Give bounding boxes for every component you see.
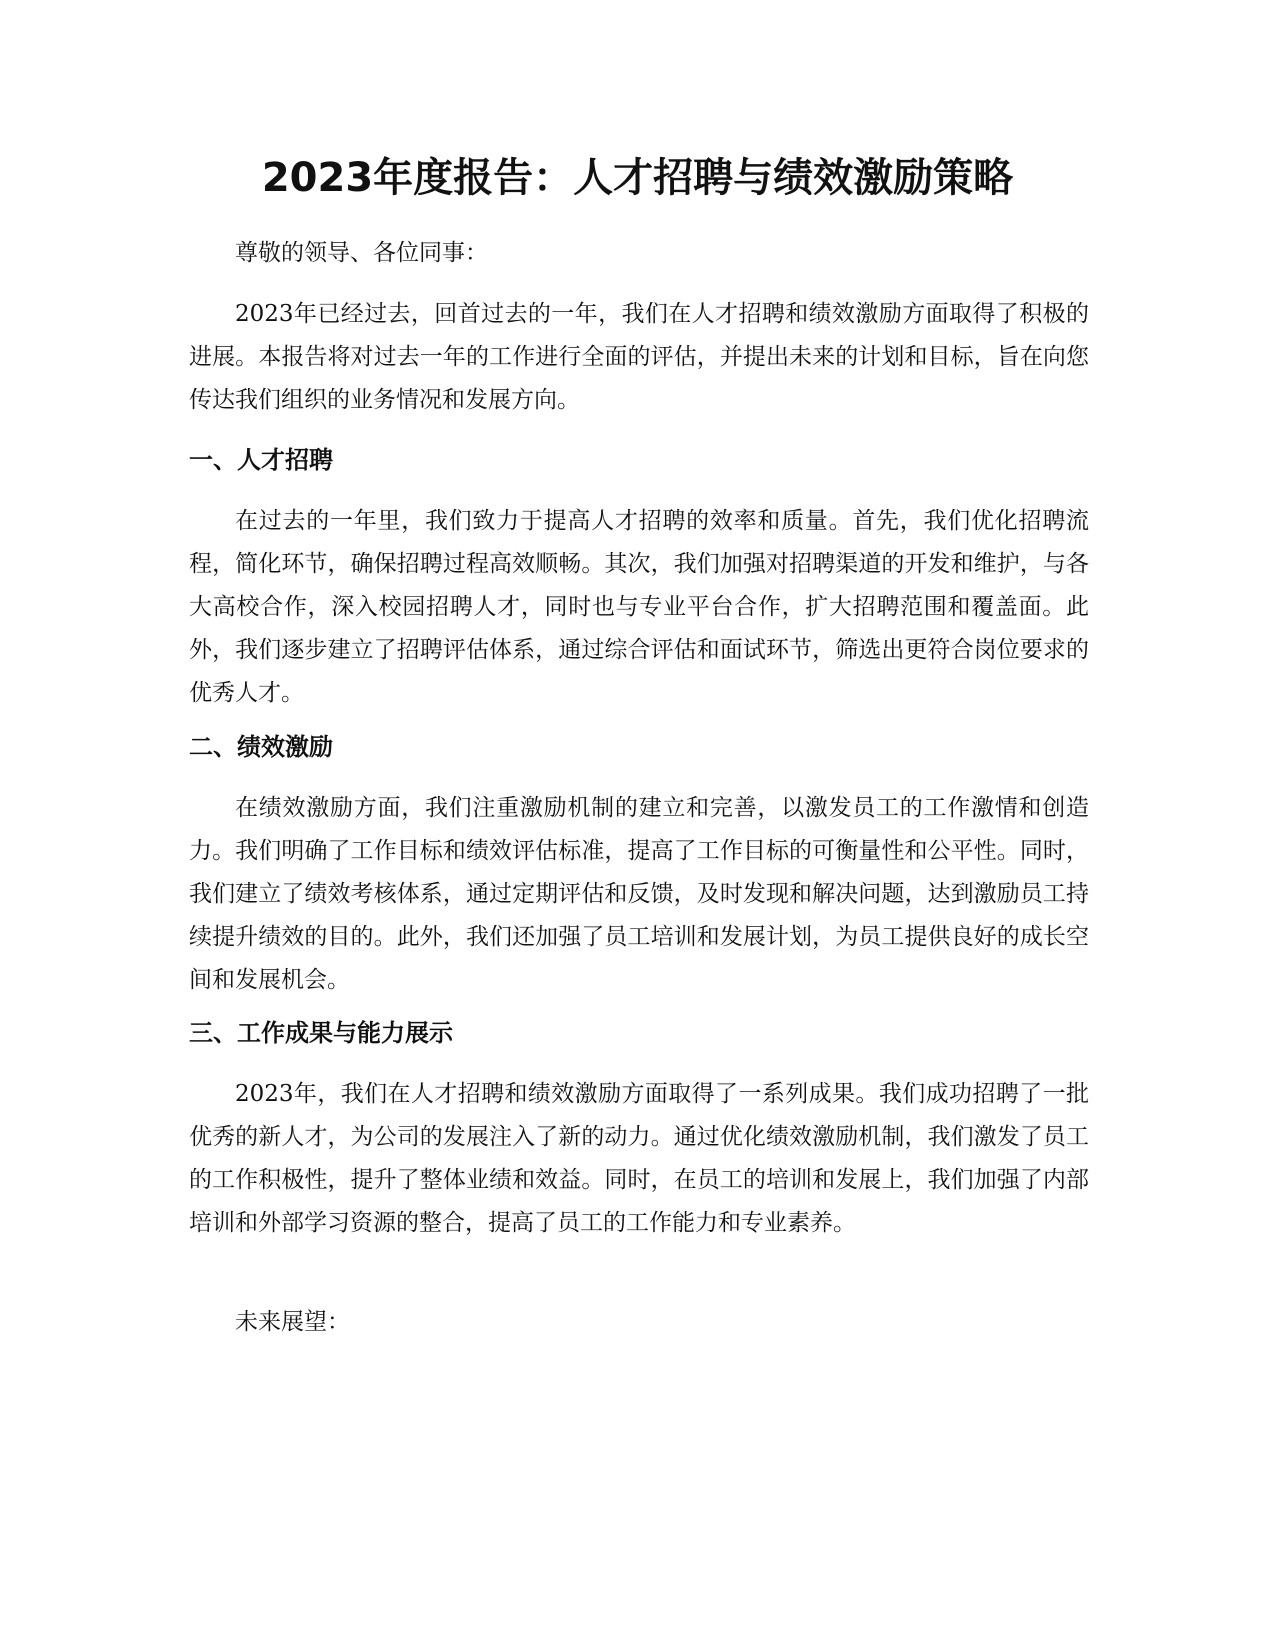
salutation: 尊敬的领导、各位同事： — [235, 240, 488, 266]
outlook-label: 未来展望： — [235, 1309, 350, 1335]
section-body-incentive: 在绩效激励方面，我们注重激励机制的建立和完善，以激发员工的工作激情和创造力。我们明确了工作目标和绩效评估标准，提高了工作目标的可衡量性和公平性。同时，我们建立了绩效考核体系，通过定期评估和反馈，及时发现和解决问题，达到激励员工持续提升绩效的目的。此外，我们还加强了员工培训和发展计划，为员工提供良好的成长空间和发展机会。 — [189, 795, 1089, 993]
section-body-achievements: 2023年，我们在人才招聘和绩效激励方面取得了一系列成果。我们成功招聘了一批优秀的新人才，为公司的发展注入了新的动力。通过优化绩效激励机制，我们激发了员工的工作积极性，提升了整体业绩和效益。同时，在员工的培训和发展上，我们加强了内部培训和外部学习资源的整合，提高了员工的工作能力和专业素养。 — [189, 1081, 1089, 1236]
intro-paragraph: 2023年已经过去，回首过去的一年，我们在人才招聘和绩效激励方面取得了积极的进展。本报告将对过去一年的工作进行全面的评估，并提出未来的计划和目标，旨在向您传达我们组织的业务情况和发展方向。 — [189, 301, 1089, 413]
section-heading-recruitment: 一、人才招聘 — [189, 446, 333, 474]
document-title: 2023年度报告：人才招聘与绩效激励策略 — [261, 155, 1014, 201]
section-body-recruitment: 在过去的一年里，我们致力于提高人才招聘的效率和质量。首先，我们优化招聘流程，简化环节，确保招聘过程高效顺畅。其次，我们加强对招聘渠道的开发和维护，与各大高校合作，深入校园招聘人才，同时也与专业平台合作，扩大招聘范围和覆盖面。此外，我们逐步建立了招聘评估体系，通过综合评估和面试环节，筛选出更符合岗位要求的优秀人才。 — [189, 508, 1089, 706]
section-heading-achievements: 三、工作成果与能力展示 — [189, 1019, 453, 1047]
section-heading-incentive: 二、绩效激励 — [189, 733, 333, 761]
